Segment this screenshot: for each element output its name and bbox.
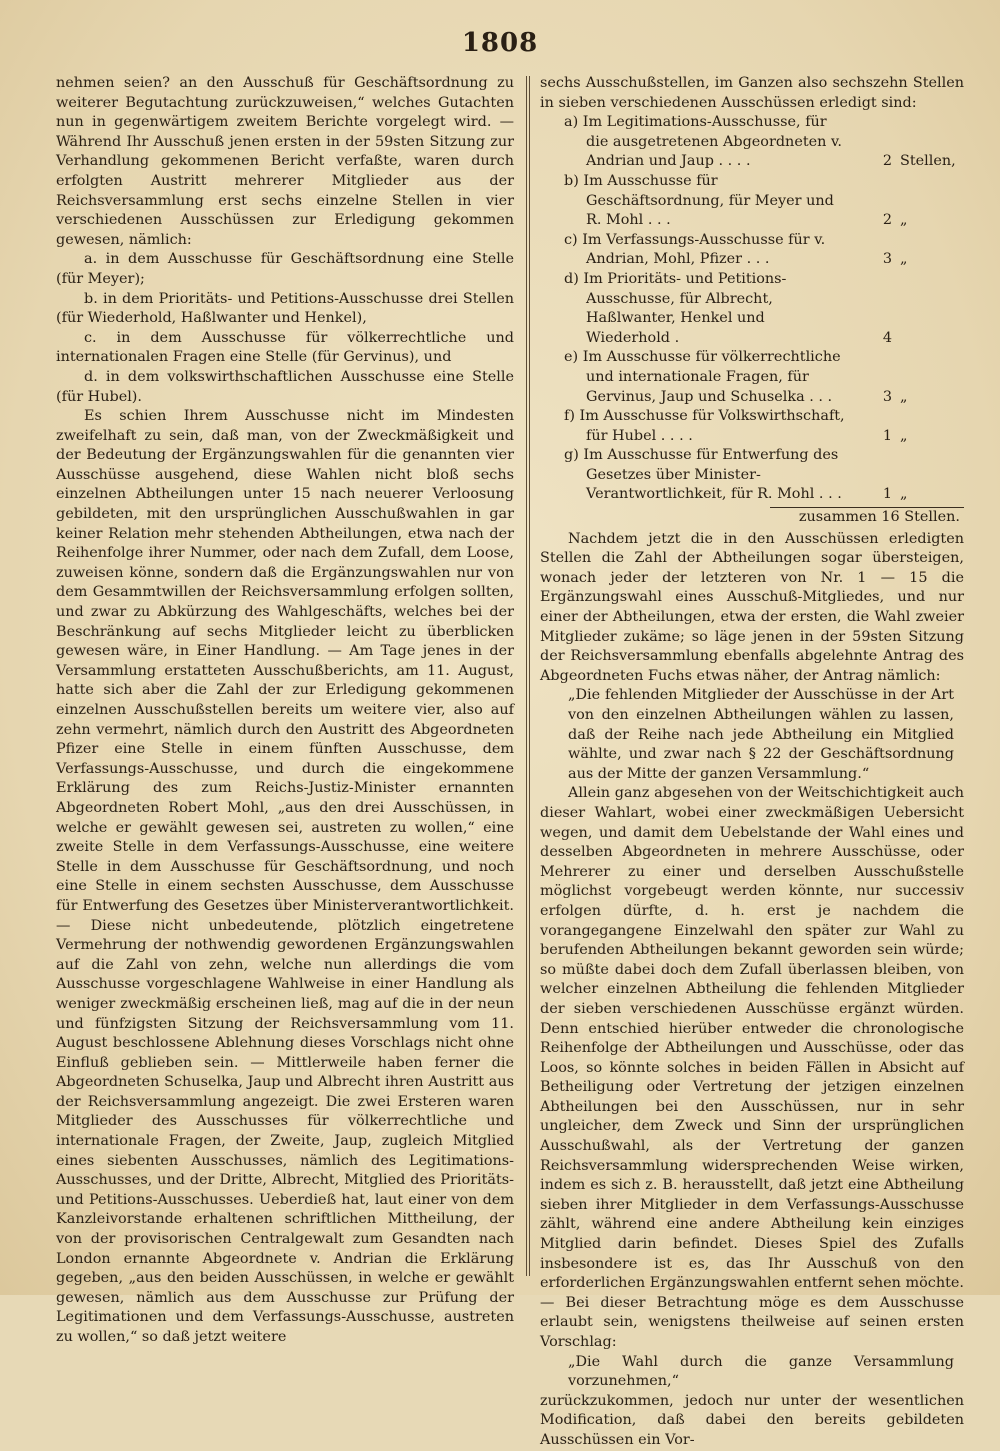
item-unit: „ bbox=[900, 486, 908, 503]
total-line: zusammen 16 Stellen. bbox=[770, 507, 964, 528]
item-text: f) Im Ausschusse für Volkswirthschaft, für Hubel . . . . bbox=[564, 408, 845, 444]
paragraph: sechs Ausschußstellen, im Ganzen also sechszehn Stellen in sieben verschiedenen Ausschüssen erledigt sind: bbox=[540, 75, 964, 111]
item-count: 1 bbox=[882, 427, 892, 444]
item-unit: „ bbox=[900, 427, 908, 444]
item-text: d) Im Prioritäts- und Petitions-Ausschusse, für Albrecht, Haßlwanter, Henkel und Wiederhold . bbox=[564, 270, 787, 346]
page-number: 1808 bbox=[461, 28, 539, 58]
list-item: c. in dem Ausschusse für völkerrechtliche und internationalen Fragen eine Stelle (für Gervinus), und bbox=[56, 329, 514, 366]
paragraph: Allein ganz abgesehen von der Weitschichtigkeit auch dieser Wahlart, wobei einer zweckmäßigen Uebersicht wegen, und damit dem Uebelstande der Wahl eines und desselben Abgeordneten in mehrere Ausschüsse, oder Mehrerer zu einer und derselben Ausschußstelle möglichst vorgebeugt werden könnte, nur successiv erfolgen dürfte, d. h. erst je nachdem die vorangegangene Einzelwahl den später zur Wahl zu berufenden Abtheilungen bekannt geworden sein würde; so müßte dabei doch dem Zufall überlassen bleiben, von welcher einzelnen Abtheilung die fehlenden Mitglieder der sieben verschiedenen Ausschüsse ergänzt würden. Denn entschied hierüber entweder die chronologische Reihenfolge der Abtheilungen und Ausschüsse, oder das Loos, so könnte solches in beiden Fällen in Absicht auf Betheiligung oder Vertretung der jetzigen einzelnen Abtheilungen bei den Ausschüssen, nur in sehr ungleicher, dem Zweck und Sinn der ursprünglichen Ausschußwahl, als der Vertretung der ganzen Reichsversammlung widersprechenden Weise wirken, indem es sich z. B. herausstellt, daß jetzt eine Abtheilung sieben ihrer Mitglieder in dem Verfassungs-Ausschusse zählt, während eine andere Abtheilung kein einziges Mitglied darin befindet. Dieses Spiel des Zufalls insbesondere ist es, das Ihr Ausschuß von den erforderlichen Ergänzungswahlen entfernt sehen möchte. — Bei dieser Betrachtung möge es dem Ausschusse erlaubt sein, wenigstens theilweise auf seinen ersten Vorschlag: bbox=[540, 785, 965, 1350]
item-count: 3 bbox=[882, 388, 892, 405]
list-item bbox=[540, 113, 964, 172]
item-count: 4 bbox=[882, 329, 892, 346]
item-unit: „ bbox=[900, 388, 908, 405]
list-item bbox=[540, 407, 964, 446]
list-item bbox=[540, 172, 964, 231]
item-text: c) Im Verfassungs-Ausschusse für v. Andrian, Mohl, Pfizer . . . bbox=[564, 231, 826, 268]
item-text: b) Im Ausschusse für Geschäftsordnung, für Meyer und R. Mohl . . . bbox=[564, 172, 834, 229]
item-text: e) Im Ausschusse für völkerrechtliche und internationale Fragen, für Gervinus, Jaup und Schuselka . . . bbox=[564, 349, 841, 405]
quotation: „Die fehlenden Mitglieder der Ausschüsse in der Art von den einzelnen Abtheilungen wählen zu lassen, daß der Reihe nach jede Abtheilung ein Mitglied wählte, und zwar nach § 22 der Geschäftsordnung aus der Mitte der ganzen Versammlung.“ bbox=[568, 687, 954, 782]
item-unit: „ bbox=[900, 212, 908, 229]
item-unit: „ bbox=[900, 251, 908, 268]
list-item: b. in dem Prioritäts- und Petitions-Ausschusse drei Stellen (für Wiederhold, Haßlwanter und Henkel), bbox=[56, 290, 514, 327]
right-column bbox=[540, 74, 964, 1451]
list-item bbox=[540, 348, 964, 407]
item-count: 1 bbox=[882, 486, 892, 503]
paragraph: Nachdem jetzt die in den Ausschüssen erledigten Stellen die Zahl der Abtheilungen sogar übersteigen, wonach jeder der letzteren von Nr. 1 — 15 die Ergänzungswahl eines Ausschuß-Mitgliedes, und nur einer der Abtheilungen, etwa der ersten, die Wahl zweier Mitglieder zukäme; so läge jenen in der 59sten Sitzung der Reichsversammlung ebenfalls abgelehnte Antrag des Abgeordneten Fuchs etwas näher, der Antrag nämlich: bbox=[540, 530, 964, 684]
paragraph: Es schien Ihrem Ausschusse nicht im Mindesten zweifelhaft zu sein, daß man, von der Zweckmäßigkeit und der Bedeutung der Ergänzungswahlen für die genannten vier Ausschüsse ausgehend, diese Wahlen nicht bloß sechs einzelnen Abtheilungen unter 15 nach neuerer Verloosung gebildeten, mit den ursprünglichen Ausschußwahlen in gar keiner Relation mehr stehenden Abtheilungen, etwa nach der Reihenfolge ihrer Nummer, oder nach dem Zufall, dem Loose, zuweisen könne, sondern daß die Ergänzungswahlen nur von dem Gesammtwillen der Reichsversammlung erfolgen sollten, und zwar zu Abkürzung des Wahlgeschäfts, welches bei der Beschränkung auf sechs Mitglieder leicht zu überblicken gewesen wäre, in Einer Handlung. — Am Tage jenes in der Versammlung erstatteten Ausschußberichts, am 11. August, hatte sich aber die Zahl der zur Erledigung gekommenen einzelnen Ausschußstellen bereits um weitere vier, also auf zehn vermehrt, nämlich durch den Austritt des Abgeordneten Pfizer eine Stelle in einem fünften Ausschusse, dem Verfassungs-Ausschusse, und durch die eingekommene Erklärung des zum Reichs-Justiz-Minister ernannten Abgeordneten Robert Mohl, „aus den drei Ausschüssen, in welche er gewählt gewesen sei, austreten zu wollen,“ eine zweite Stelle in dem Verfassungs-Ausschusse, eine weitere Stelle in dem Ausschusse für Geschäftsordnung, und noch eine Stelle in einem sechsten Ausschusse, dem Ausschusse für Entwerfung des Gesetzes über Ministerverantwortlichkeit. — Diese nicht unbedeutende, plötzlich eingetretene Vermehrung der nothwendig gewordenen Ergänzungswahlen auf die Zahl von zehn, welche nun allerdings die vom Ausschusse vorgeschlagene Wahlweise in einer Handlung als weniger zweckmäßig erscheinen ließ, mag auf die in der neun und fünfzigsten Sitzung der Reichsversammlung vom 11. August beschlossene Ablehnung dieses Vorschlags nicht ohne Einfluß geblieben sein. — Mittlerweile haben ferner die Abgeordneten Schuselka, Jaup und Albrecht ihren Austritt aus der Reichsversammlung angezeigt. Die zwei Ersteren waren Mitglieder des Ausschusses für völkerrechtliche und internationale Fragen, der Zweite, Jaup, zugleich Mitglied eines siebenten Ausschusses, nämlich des Legitimations-Ausschusses, und der Dritte, Albrecht, Mitglied des Prioritäts- und Petitions-Ausschusses. Ueberdieß hat, laut einer von dem Kanzleivorstande erhaltenen schriftlichen Mittheilung, der von der provisorischen Centralgewalt zum Gesandten nach London ernannte Abgeordnete v. Andrian die Erklärung gegeben, „aus den beiden Ausschüssen, in welche er gewählt gewesen, nämlich aus dem Ausschusse zur Prüfung der Legitimationen und dem Verfassungs-Ausschusse, austreten zu wollen,“ so daß jetzt weitere bbox=[56, 408, 514, 1345]
list-item bbox=[540, 446, 964, 505]
list-item: a. in dem Ausschusse für Geschäftsordnung eine Stelle (für Meyer); bbox=[56, 251, 514, 287]
item-text: a) Im Legitimations-Ausschusse, für die ausgetretenen Abgeordneten v. Andrian und Jaup . . . . bbox=[564, 114, 842, 170]
item-unit: Stellen, bbox=[900, 153, 956, 170]
item-count: 2 bbox=[882, 212, 892, 229]
item-count: 2 bbox=[882, 153, 892, 170]
list-item bbox=[540, 231, 964, 270]
quotation: „Die Wahl durch die ganze Versammlung vorzunehmen,“ bbox=[568, 1353, 954, 1390]
list-item: d. in dem volkswirthschaftlichen Ausschusse eine Stelle (für Hubel). bbox=[56, 368, 514, 405]
paragraph: zurückzukommen, jedoch nur unter der wesentlichen Modification, daß dabei den bereits gebildeten Ausschüssen ein Vor- bbox=[540, 1392, 964, 1448]
paragraph: nehmen seien? an den Ausschuß für Geschäftsordnung zu weiterer Begutachtung zurückzuweisen,“ welches Gutachten nun in gegenwärtigem zweitem Berichte vorgelegt wird. — Während Ihr Ausschuß jenen ersten in der 59sten Sitzung zur Verhandlung gekommenen Bericht verfaßte, waren durch erfolgten Austritt mehrerer Mitglieder aus der Reichsversammlung erst sechs einzelne Stellen in vier verschiedenen Ausschüssen zur Erledigung gekommen gewesen, nämlich: bbox=[56, 75, 514, 248]
item-text: g) Im Ausschusse für Entwerfung des Gesetzes über Minister-Verantwortlichkeit, für R. Mohl . . . bbox=[564, 447, 842, 503]
left-column bbox=[56, 74, 514, 1348]
column-divider bbox=[526, 76, 527, 1276]
item-count: 3 bbox=[882, 251, 892, 268]
list-item bbox=[540, 270, 964, 348]
vacancy-list bbox=[540, 113, 964, 505]
